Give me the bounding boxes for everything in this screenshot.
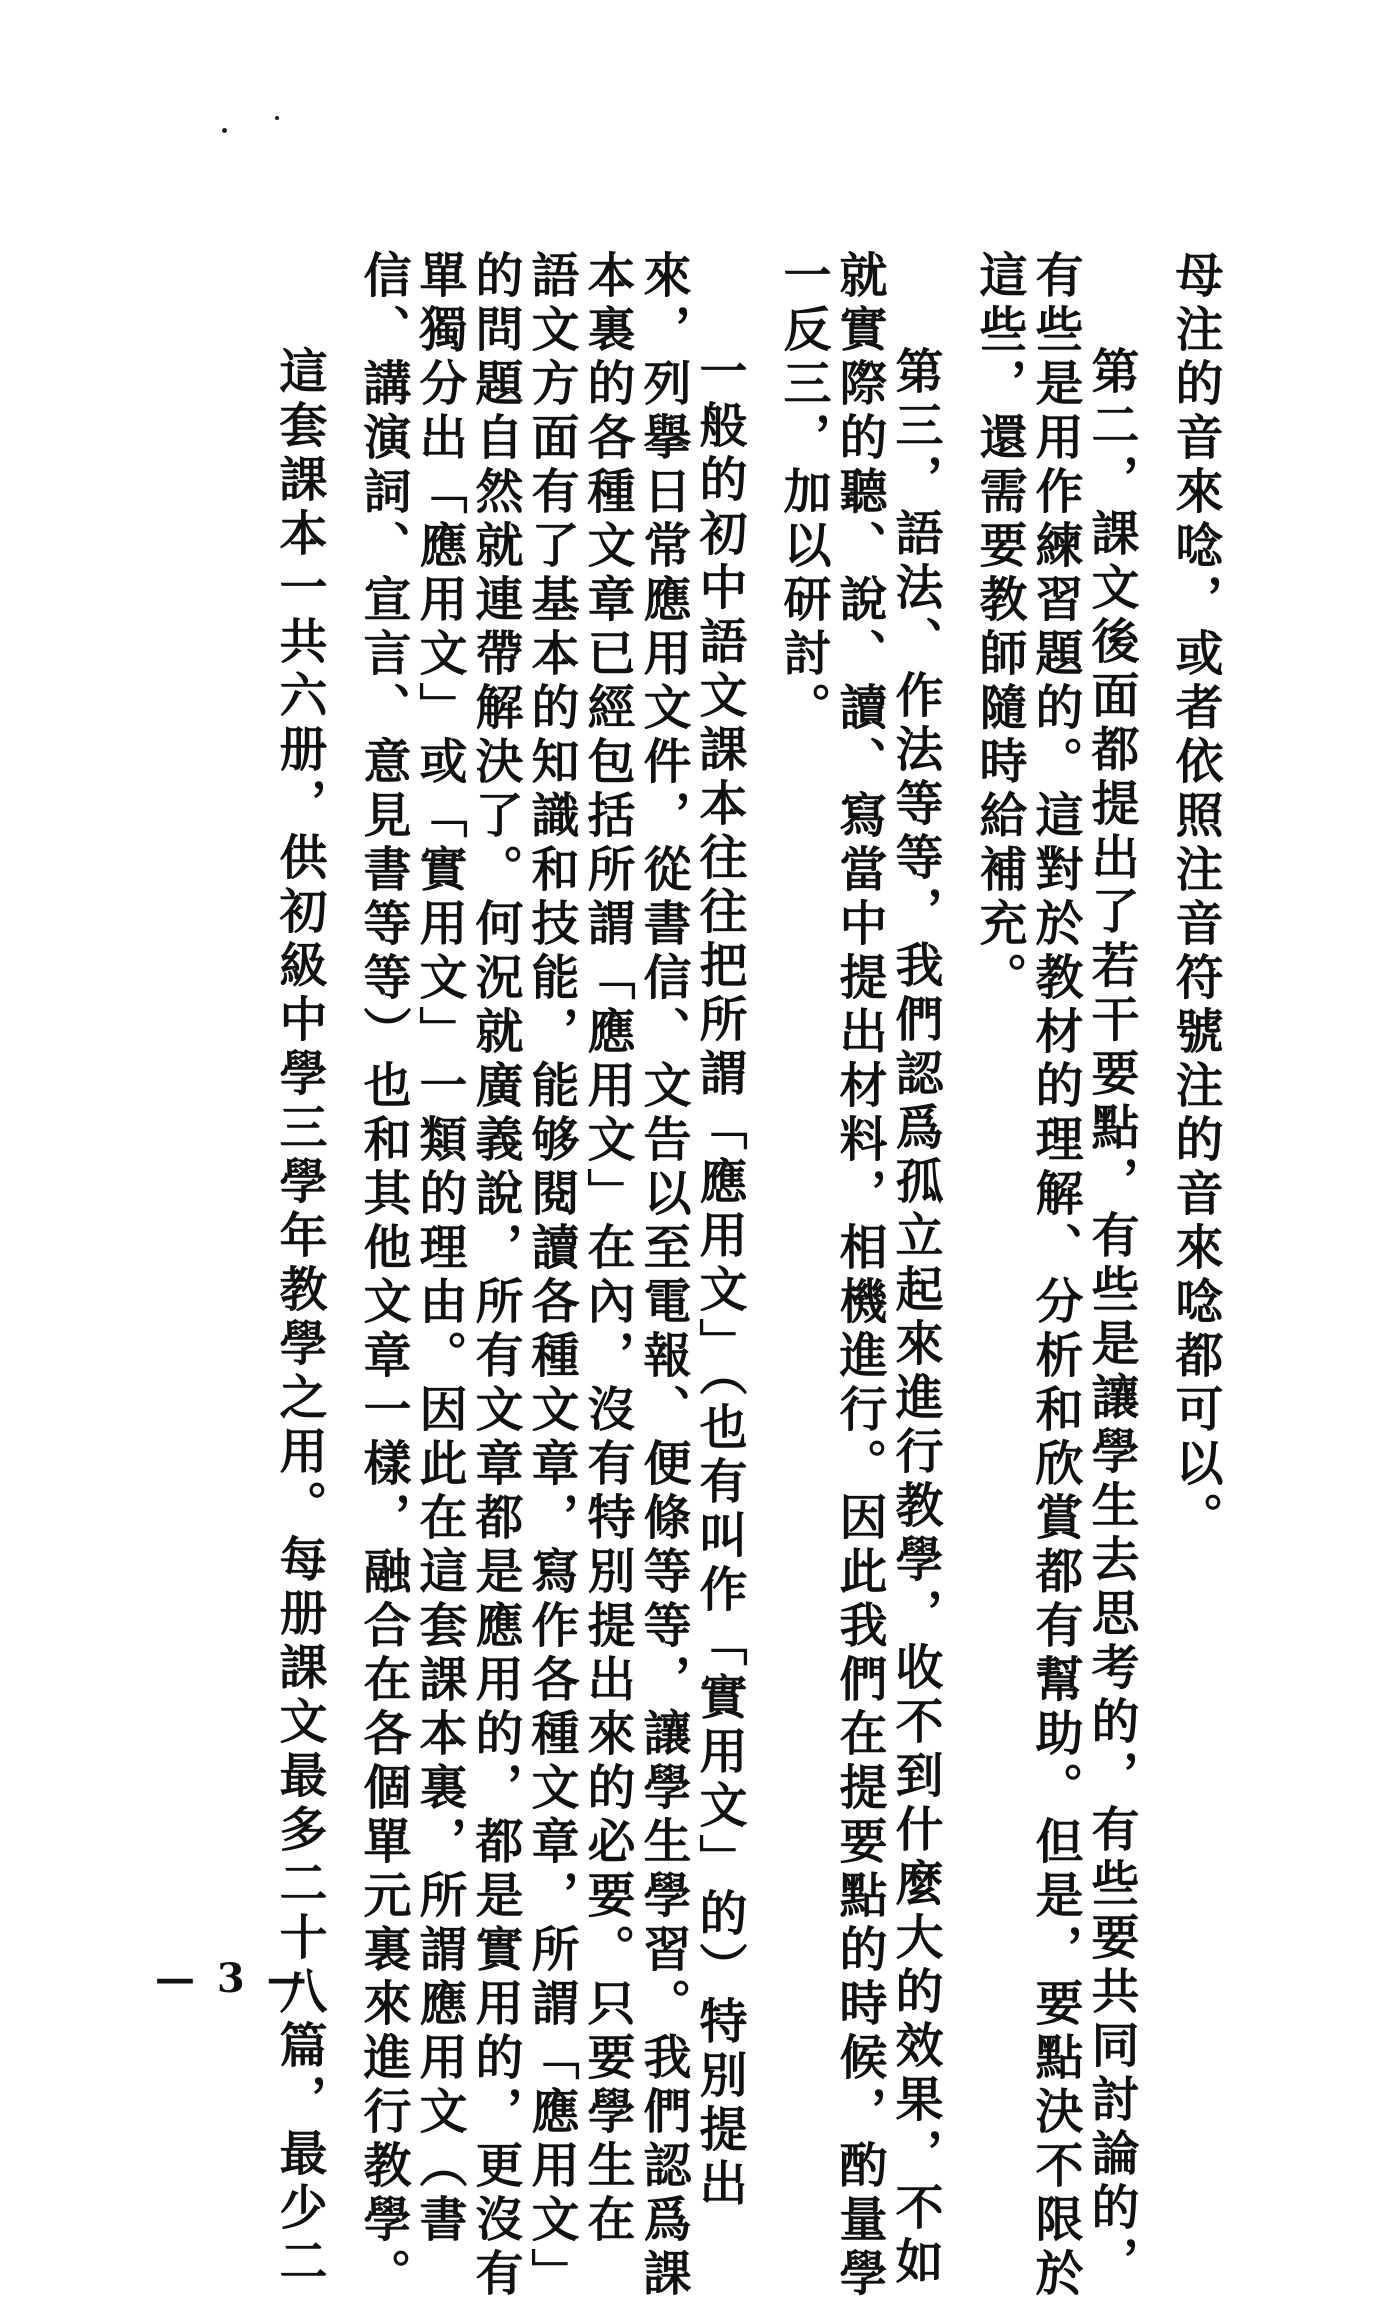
text-column: 這些，還需要教師隨時給補充。 xyxy=(971,250,1027,1006)
ink-speck xyxy=(275,116,279,120)
page-number: — 3 — xyxy=(155,1955,311,2002)
ink-speck xyxy=(222,128,227,133)
text-column: 這套課本一共六册，供初級中學三學年教學之用。每册課文最多二十八篇，最少二 xyxy=(271,346,327,2290)
text-column: 單獨分出「應用文」或「實用文」一類的理由。因此在這套課本裏，所謂應用文（書 xyxy=(411,250,467,2248)
text-column: 語文方面有了基本的知識和技能，能够閱讀各種文章，寫作各種文章，所謂「應用文」 xyxy=(523,250,579,2302)
vertical-body-text xyxy=(271,250,1223,2302)
text-column: 一反三，加以研討。 xyxy=(775,250,831,736)
text-column: 第三，語法、作法等等，我們認爲孤立起來進行教學，收不到什麼大的效果，不如 xyxy=(887,346,943,2290)
text-column: 一般的初中語文課本往往把所謂「應用文」（也有叫作「實用文」的）特別提出 xyxy=(691,346,747,2212)
text-column: 信、講演詞、宣言、意見書等等）也和其他文章一樣，融合在各個單元裏來進行教學。 xyxy=(355,250,411,2302)
text-column: 母注的音來唸，或者依照注音符號注的音來唸都可以。 xyxy=(1167,250,1223,1546)
text-column: 就實際的聽、說、讀、寫當中提出材料，相機進行。因此我們在提要點的時候，酌量學 xyxy=(831,250,887,2302)
text-column: 本裏的各種文章已經包括所謂「應用文」在內，沒有特別提出來的必要。只要學生在 xyxy=(579,250,635,2248)
text-column: 第二，課文後面都提出了若干要點，有些是讓學生去思考的，有些要共同討論的， xyxy=(1083,346,1139,2290)
text-column: 來，列擧日常應用文件，從書信、文告以至電報、便條等等，讓學生學習。我們認爲課 xyxy=(635,250,691,2302)
text-column: 的問題自然就連帶解決了。何況就廣義說，所有文章都是應用的，都是實用的，更沒有 xyxy=(467,250,523,2302)
text-column: 有些是用作練習題的。這對於教材的理解、分析和欣賞都有幫助。但是，要點決不限於 xyxy=(1027,250,1083,2302)
